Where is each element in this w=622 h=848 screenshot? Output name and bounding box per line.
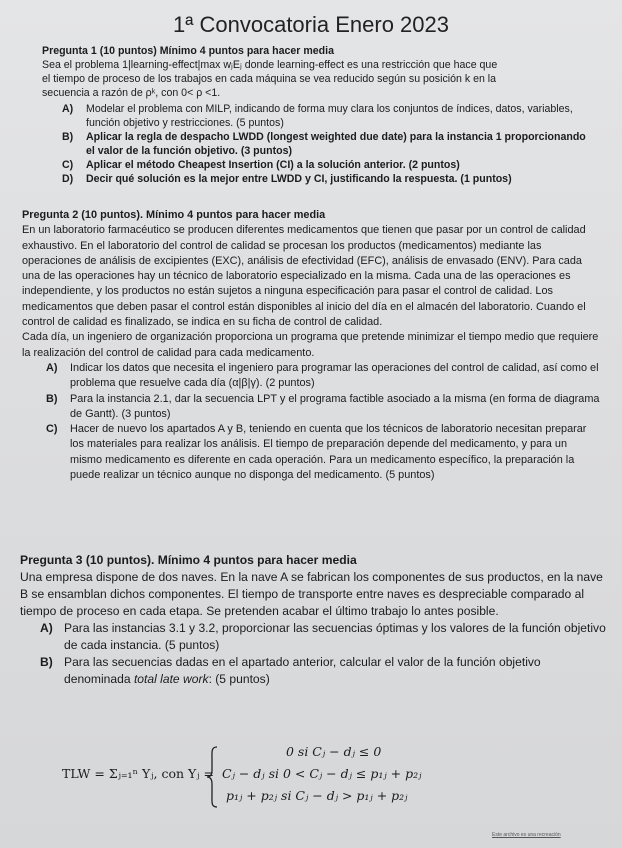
item-label: D) — [62, 173, 74, 185]
page-title: 1ª Convocatoria Enero 2023 — [173, 12, 449, 37]
question-2-body: En un laboratorio farmacéutico se producen diferentes medicamentos que tienen que pasar por un control de calidad exhaustivo. En el laboratorio del control de calidad se procesan los productos (medicamentos) mediante las operaciones de análisis de excipientes (EXC), análisis de efectividad (EFC), análisis de envasado (ENV). Para cada una de las operaciones hay un técnico de laboratorio especializado en la misma. Cada una de las operaciones es independiente, y los productos no están sujetos a ninguna especificación para pasar el control de calidad. Los medicamentos que deben pasar el control están disponibles al inicio del día en el almacén del laboratorio. Cuando el control de calidad es finalizado, se indica en su ficha de control de calidad. — [22, 224, 586, 329]
item-text-emphasis: total late work — [133, 672, 209, 686]
question-3-item-a — [40, 620, 610, 654]
question-1-item-d — [62, 172, 590, 186]
item-text: Indicar los datos que necesita el ingeniero para programar las operaciones del control de calidad, así como el problema que resuelve cada día (α|β|γ). (2 puntos) — [70, 361, 599, 390]
item-text: Hacer de nuevo los apartados A y B, teniendo en cuenta que los técnicos de laboratorio necesitan preparar los materiales para realizar los análisis. El tiempo de preparación depende del medicamento, y para un mismo medicamento es diferente en cada operación. Para un medicamento específico, la preparación la puede realizar un técnico aunque no disponga del medicamento. (5 puntos) — [70, 423, 587, 482]
question-2-heading: Pregunta 2 (10 puntos). Mínimo 4 puntos para hacer media — [22, 209, 326, 221]
item-label: B) — [46, 392, 58, 405]
item-text: Para las instancias 3.1 y 3.2, proporcionar las secuencias óptimas y los valores de la función objetivo de cada instancia. (5 puntos) — [64, 621, 606, 652]
item-label: A) — [46, 361, 58, 374]
item-text — [64, 655, 541, 686]
question-1-item-c — [62, 158, 590, 172]
item-label: B) — [40, 655, 53, 669]
question-1-intro-line-1: Sea el problema 1|learning-effect|max wⱼEⱼ donde learning-effect es una restricción que hace que — [42, 59, 498, 71]
question-1-heading: Pregunta 1 (10 puntos) Mínimo 4 puntos para hacer media — [42, 45, 334, 57]
item-label: A) — [40, 621, 53, 635]
question-1-item-a — [62, 102, 590, 130]
tlw-formula — [62, 744, 482, 810]
item-label: C) — [46, 423, 58, 436]
question-3-item-b — [40, 654, 610, 688]
item-label: C) — [62, 159, 74, 171]
item-label: A) — [62, 103, 74, 115]
item-text-post: : (5 puntos) — [208, 672, 270, 686]
question-1 — [42, 44, 590, 186]
item-text-pre: Para las secuencias dadas en el apartado anterior, calcular el valor de la función objetivo denominada — [64, 655, 541, 686]
question-2-body-2: Cada día, un ingeniero de organización proporciona un programa que pretende minimizar el tiempo medio que requiere la realización del control de calidad para cada medicamento. — [22, 331, 599, 359]
question-3-heading: Pregunta 3 (10 puntos). Mínimo 4 puntos para hacer media — [20, 553, 357, 567]
question-2-item-b — [46, 392, 600, 423]
question-2 — [22, 208, 600, 483]
formula-case-1: 0 si Cⱼ − dⱼ ≤ 0 — [286, 744, 382, 759]
question-3-body: Una empresa dispone de dos naves. En la nave A se fabrican los componentes de sus productos, en la nave B se ensamblan dichos componentes. El tiempo de transporte entre naves es despreciable comparado al tiempo de proceso en cada etapa. Se pretenden acabar el último trabajo lo antes posible. — [20, 570, 603, 618]
question-1-item-b — [62, 130, 590, 158]
question-1-intro-line-3: secuencia a razón de ρᵏ, con 0< ρ <1. — [42, 87, 221, 99]
item-text: Aplicar la regla de despacho LWDD (longest weighted due date) para la instancia 1 proporcionando el valor de la función objetivo. (3 puntos) — [86, 131, 586, 157]
question-2-item-c — [46, 422, 600, 483]
formula-case-3: p₁ⱼ + p₂ⱼ si Cⱼ − dⱼ > p₁ⱼ + p₂ⱼ — [226, 788, 408, 803]
formula-case-2: Cⱼ − dⱼ si 0 < Cⱼ − dⱼ ≤ p₁ⱼ + p₂ⱼ — [222, 766, 422, 781]
question-2-item-a — [46, 361, 600, 392]
item-text: Modelar el problema con MILP, indicando de forma muy clara los conjuntos de índices, datos, variables, función objetivo y restricciones. (5 puntos) — [86, 103, 573, 129]
question-1-intro-line-2: el tiempo de proceso de los trabajos en cada máquina se vea reducido según su posición k en la — [42, 73, 497, 85]
item-text: Decir qué solución es la mejor entre LWDD y CI, justificando la respuesta. (1 puntos) — [86, 173, 512, 185]
formula-left-side: TLW = Σⱼ₌₁ⁿ Yⱼ, con Yⱼ = — [62, 766, 215, 781]
item-text: Para la instancia 2.1, dar la secuencia LPT y el programa factible asociado a la misma (en forma de diagrama de Gantt). (3 puntos) — [70, 392, 600, 420]
question-3 — [20, 552, 610, 688]
item-text: Aplicar el método Cheapest Insertion (CI) a la solución anterior. (2 puntos) — [86, 159, 460, 171]
footer-note: Este archivo es una recreación — [492, 832, 561, 838]
left-brace-icon — [205, 746, 219, 808]
item-label: B) — [62, 131, 74, 143]
